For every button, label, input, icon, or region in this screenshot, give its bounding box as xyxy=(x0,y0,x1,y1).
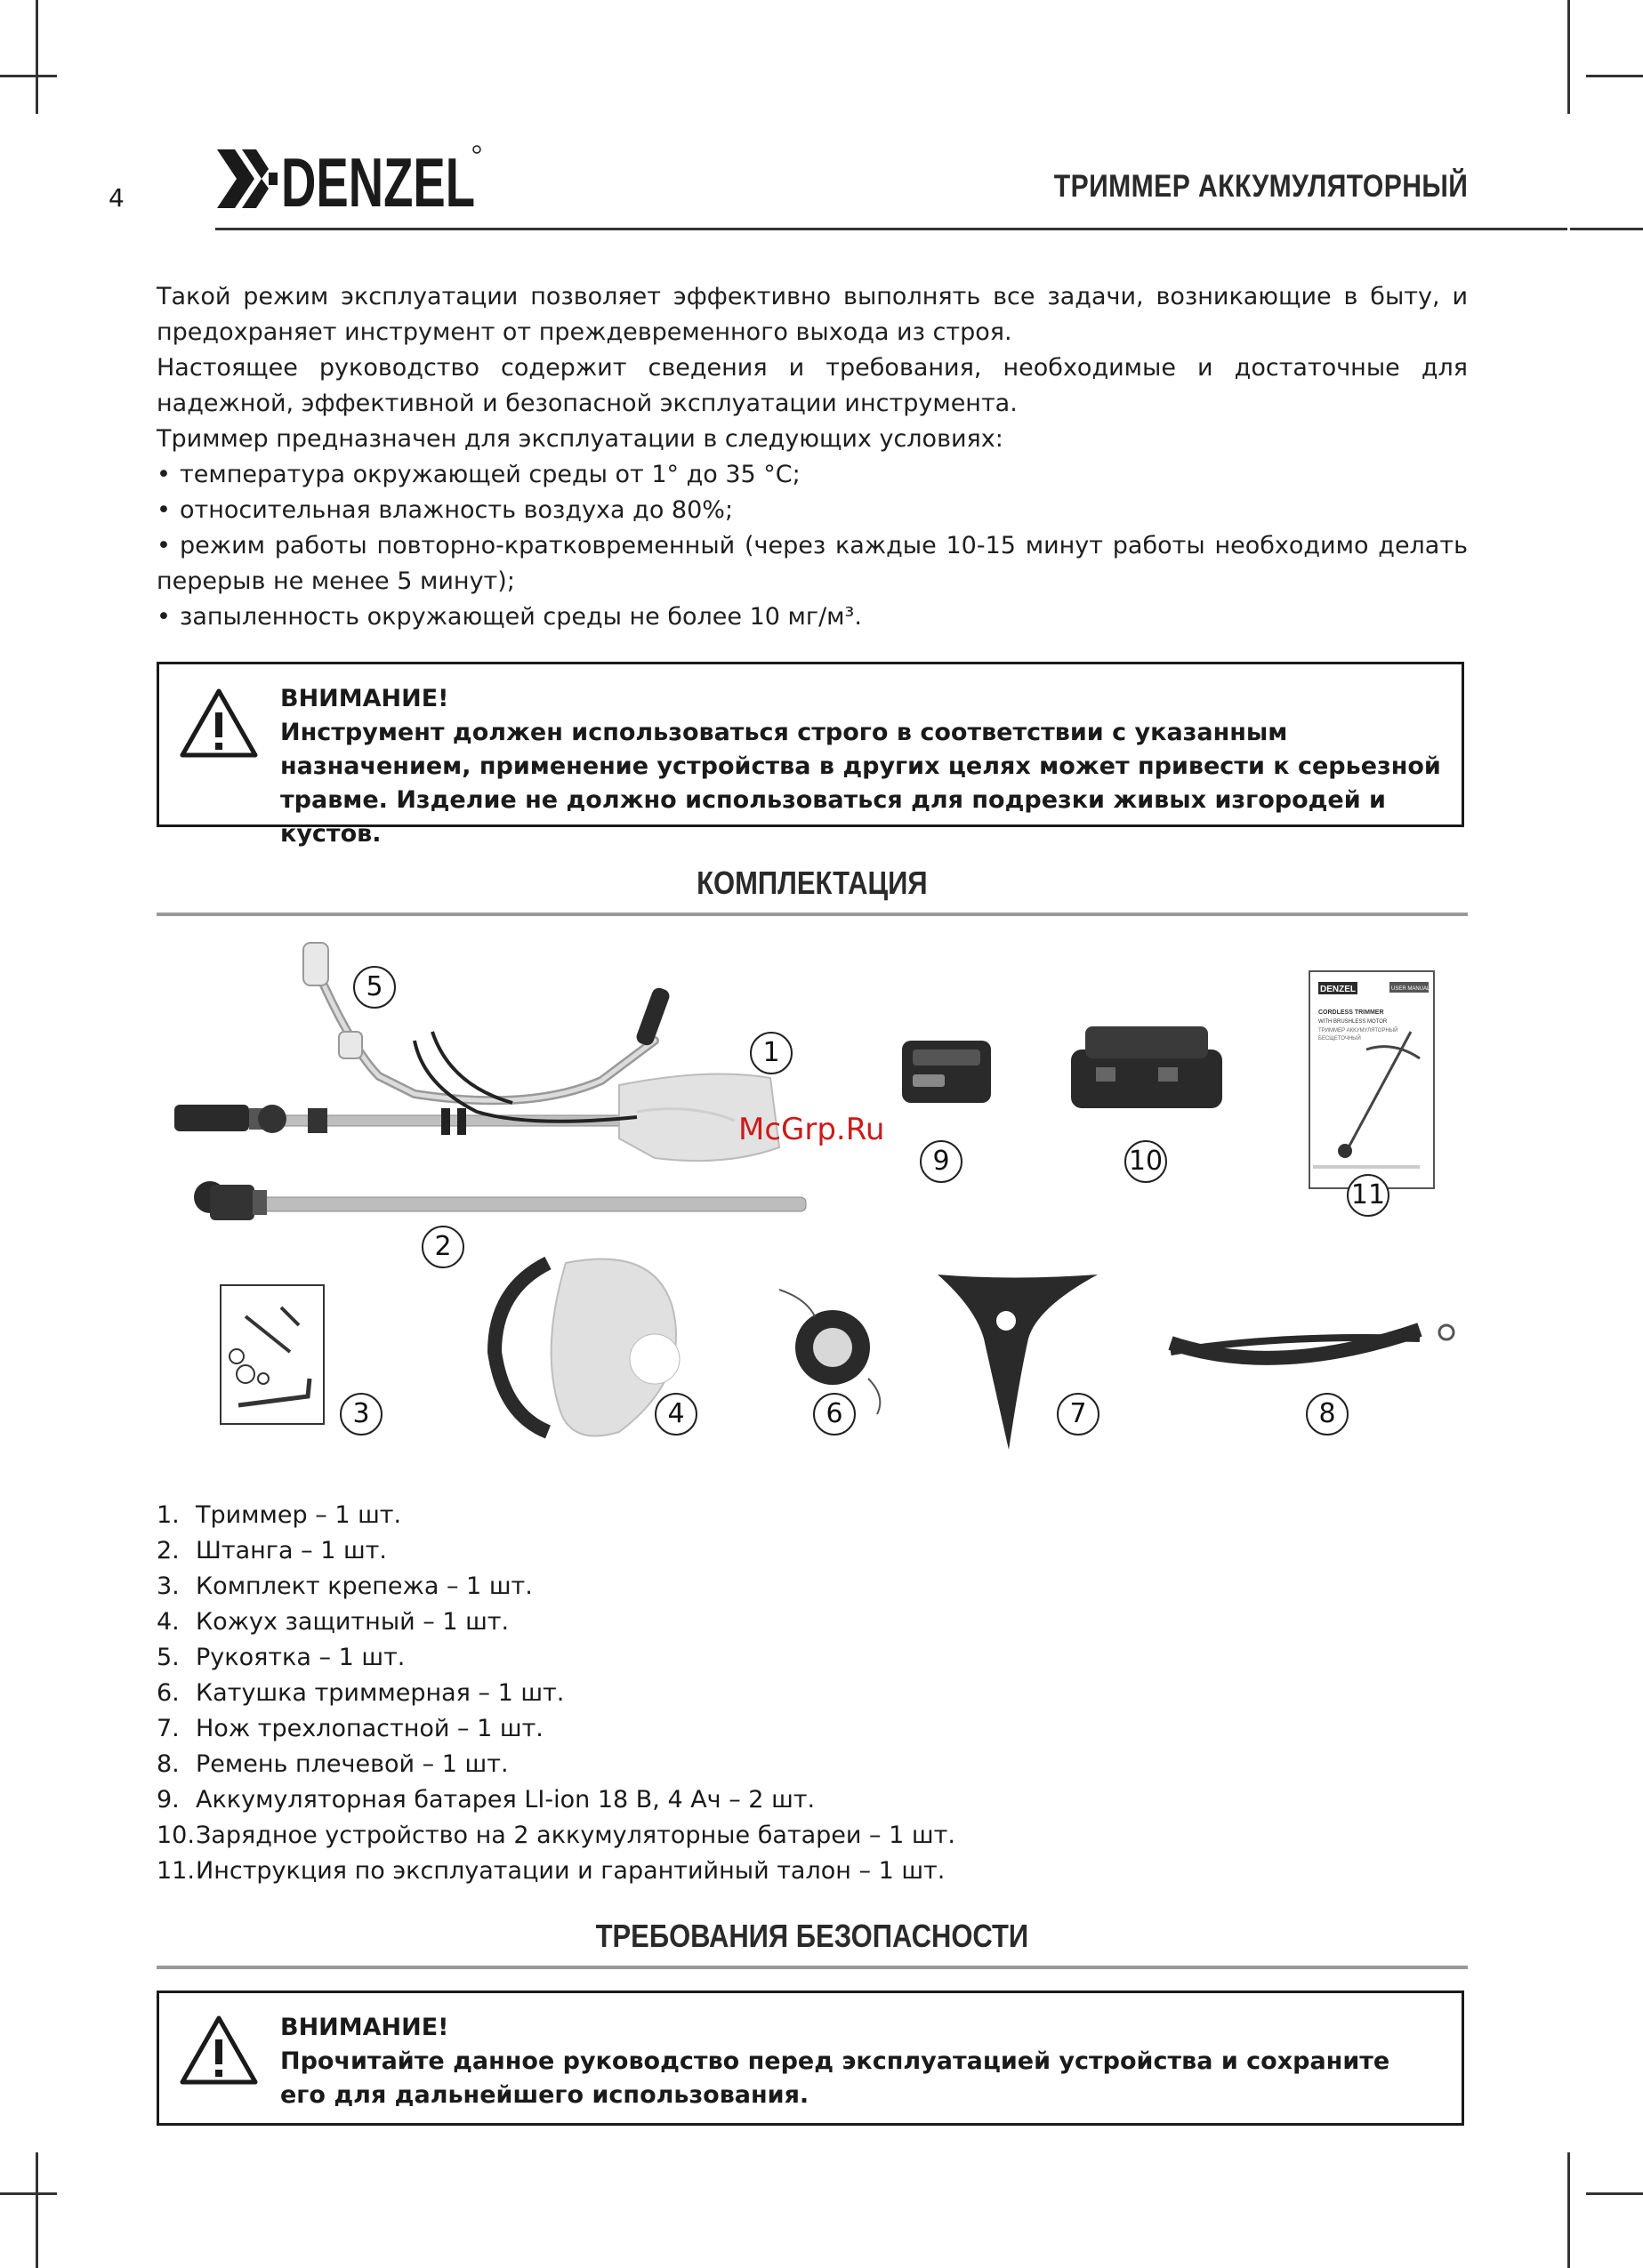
strap-drawing xyxy=(1171,1325,1454,1358)
manual-cover-line: БЕСЩЕТОЧНЫЙ xyxy=(1318,1036,1361,1042)
warning-text: Прочитайте данное руководство перед эксплуатацией устройства и сохраните его для дальнейшего использования. xyxy=(280,2047,1390,2109)
callout-5: 5 xyxy=(353,966,396,1009)
trimmer-unit-drawing xyxy=(174,943,779,1161)
intro-paragraph: Такой режим эксплуатации позволяет эффективно выполнять все задачи, возникающие в быту, и предохраняет инструмент от преждевременного выхода из строя. xyxy=(157,283,1468,346)
manual-cover-line: CORDLESS TRIMMER xyxy=(1318,1009,1384,1016)
callout-1: 1 xyxy=(750,1032,793,1074)
charger-drawing xyxy=(1071,1026,1222,1108)
list-item: 11.Инструкция по эксплуатации и гарантийный талон – 1 шт. xyxy=(157,1857,946,1885)
section-divider xyxy=(157,913,1468,916)
intro-paragraph: Триммер предназначен для эксплуатации в следующих условиях: xyxy=(157,425,1003,453)
list-item: 10.Зарядное устройство на 2 аккумуляторные батареи – 1 шт. xyxy=(157,1822,955,1849)
warning-triangle-icon xyxy=(179,2015,259,2086)
section-title-kit: КОМПЛЕКТАЦИЯ xyxy=(697,865,928,901)
list-item: 4. Кожух защитный – 1 шт. xyxy=(157,1608,510,1636)
crop-mark xyxy=(0,75,57,77)
watermark-text: McGrp.Ru xyxy=(738,1112,885,1147)
guard-drawing xyxy=(495,1259,680,1436)
list-item: 1. Триммер – 1 шт. xyxy=(157,1501,402,1529)
manual-cover-line: WITH BRUSHLESS MOTOR xyxy=(1318,1019,1388,1025)
warning-box xyxy=(157,1991,1464,2126)
crop-mark xyxy=(1567,0,1570,114)
list-item: 5. Рукоятка – 1 шт. xyxy=(157,1644,406,1671)
shaft-drawing xyxy=(194,1181,806,1220)
page-number: 4 xyxy=(109,183,125,213)
kit-illustration xyxy=(157,934,1468,1459)
callout-8: 8 xyxy=(1306,1393,1349,1436)
warning-heading: ВНИМАНИЕ! xyxy=(280,2014,449,2041)
manual-cover-line: ТРИММЕР АККУМУЛЯТОРНЫЙ xyxy=(1318,1028,1398,1033)
crop-mark xyxy=(1570,228,1643,230)
crop-mark xyxy=(1567,2152,1570,2268)
header-divider xyxy=(215,228,1567,230)
list-item: 2. Штанга – 1 шт. xyxy=(157,1537,387,1564)
condition-item: • режим работы повторно-кратковременный (через каждые 10-15 минут работы необходимо делать перерыв не менее 5 минут); xyxy=(157,532,1468,595)
document-title: ТРИММЕР АККУМУЛЯТОРНЫЙ xyxy=(1053,169,1468,204)
section-title-safety: ТРЕБОВАНИЯ БЕЗОПАСНОСТИ xyxy=(595,1918,1029,1954)
list-item: 6. Катушка триммерная – 1 шт. xyxy=(157,1679,565,1707)
crop-mark xyxy=(1586,75,1643,77)
callout-11: 11 xyxy=(1347,1174,1389,1217)
section-divider xyxy=(157,1966,1468,1969)
warning-text: Инструмент должен использоваться строго в соответствии с указанным назначением, применение устройства в других целях может привести к серьезной травме. Изделие не должно использоваться для подрезки живых изгородей и кустов. xyxy=(280,719,1441,848)
callout-9: 9 xyxy=(920,1140,962,1183)
fastener-set-drawing xyxy=(221,1285,324,1424)
list-item: 9. Аккумуляторная батарея LI-ion 18 В, 4 Ач – 2 шт. xyxy=(157,1786,816,1814)
list-item: 3. Комплект крепежа – 1 шт. xyxy=(157,1572,533,1600)
warning-content xyxy=(280,2011,1442,2112)
intro-text xyxy=(157,279,1468,635)
condition-item: • температура окружающей среды от 1° до 35 °С; xyxy=(157,461,801,488)
warning-box xyxy=(157,662,1464,848)
brand-logo xyxy=(215,142,482,221)
crop-mark xyxy=(1586,2192,1643,2195)
manual-cover-tag: USER MANUAL xyxy=(1391,986,1430,992)
callout-10: 10 xyxy=(1124,1140,1167,1183)
condition-item: • запыленность окружающей среды не более 10 мг/м³. xyxy=(157,603,862,631)
callout-6: 6 xyxy=(813,1393,856,1436)
intro-paragraph: Настоящее руководство содержит сведения и требования, необходимые и достаточные для надежной, эффективной и безопасной эксплуатации инструмента. xyxy=(157,354,1468,417)
callout-4: 4 xyxy=(655,1393,697,1436)
callout-7: 7 xyxy=(1057,1393,1099,1436)
kit-drawing xyxy=(157,934,1468,1459)
crop-mark xyxy=(36,2152,38,2268)
warning-heading: ВНИМАНИЕ! xyxy=(280,685,449,712)
warning-triangle-icon xyxy=(179,688,259,759)
manual-cover-brand: DENZEL xyxy=(1320,985,1356,994)
crop-mark xyxy=(36,0,38,114)
brand-name: DENZEL xyxy=(281,143,475,221)
warning-content xyxy=(280,682,1442,851)
callout-2: 2 xyxy=(422,1226,464,1268)
parts-list xyxy=(157,1498,955,1889)
condition-item: • относительная влажность воздуха до 80%; xyxy=(157,496,734,524)
manual-drawing xyxy=(1309,971,1434,1188)
list-item: 8. Ремень плечевой – 1 шт. xyxy=(157,1750,509,1778)
callout-3: 3 xyxy=(340,1393,383,1436)
crop-mark xyxy=(0,2192,57,2195)
list-item: 7. Нож трехлопастной – 1 шт. xyxy=(157,1715,544,1742)
battery-drawing xyxy=(902,1041,991,1103)
